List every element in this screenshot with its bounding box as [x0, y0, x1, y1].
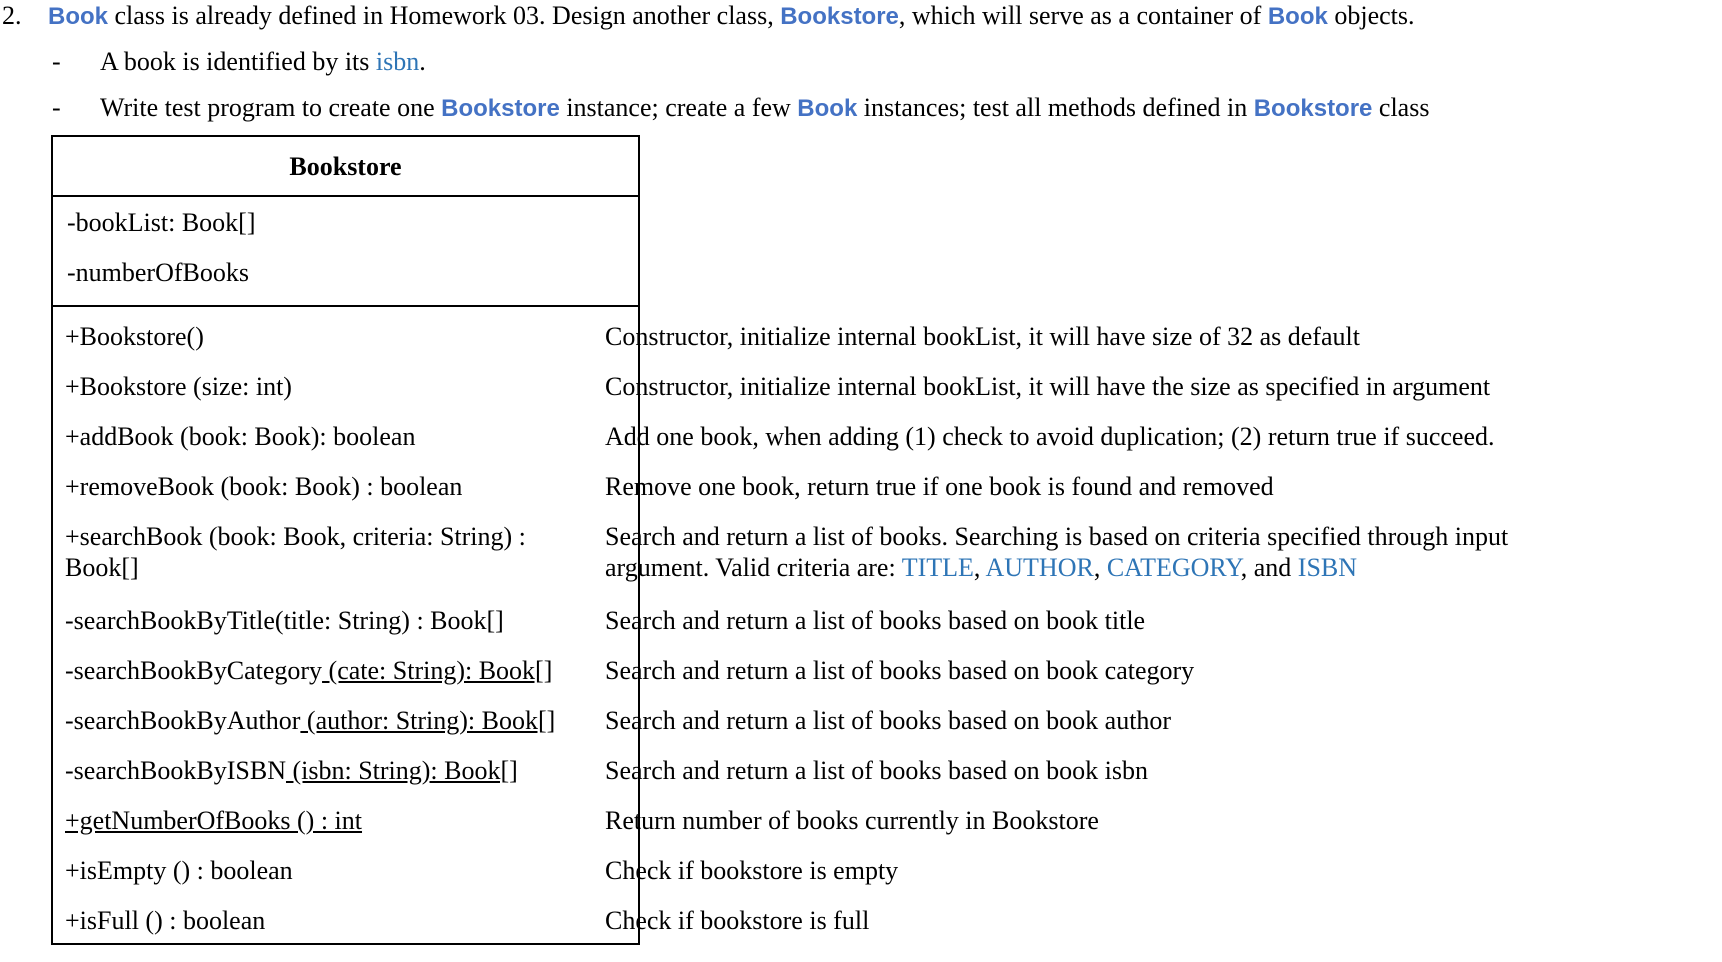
method-signature: -searchBookByTitle(title: String) : Book[]	[65, 606, 504, 635]
method-signature-line: Book[]	[65, 553, 139, 583]
method-description: Constructor, initialize internal bookList, it will have the size as specified in argument	[605, 372, 1491, 401]
method-description: Search and return a list of books based on book title	[605, 606, 1146, 635]
uml-attributes	[53, 197, 638, 307]
method-description: Check if bookstore is empty	[605, 856, 899, 885]
method-description: Search and return a list of books based on book category	[605, 656, 1195, 685]
method-description-line: Search and return a list of books. Searching is based on criteria specified through input	[605, 522, 1509, 551]
method-description: Search and return a list of books based on book author	[605, 706, 1172, 735]
bullet-segment: A book is identified by its	[100, 47, 376, 76]
criteria-isbn: ISBN	[1297, 553, 1358, 583]
method-description: Check if bookstore is full	[605, 906, 870, 935]
uml-class-name: Bookstore	[53, 137, 638, 197]
method-signature	[65, 521, 625, 583]
description-segment: , and	[1240, 553, 1298, 583]
question-number: 2.	[2, 1, 22, 30]
signature-params: (author: String): Book[]	[300, 706, 556, 735]
keyword-bookstore: Bookstore	[780, 3, 899, 30]
method-signature	[65, 655, 625, 686]
method-signature: +removeBook (book: Book) : boolean	[65, 472, 463, 501]
method-description: Remove one book, return true if one book is found and removed	[605, 472, 1274, 501]
bullet-segment: class	[1372, 93, 1430, 122]
method-signature: +addBook (book: Book): boolean	[65, 422, 416, 451]
bullet-text	[100, 92, 1429, 124]
description-segment: ,	[973, 553, 986, 583]
method-signature: +Bookstore()	[65, 322, 204, 351]
method-signature	[65, 755, 625, 786]
bullet-segment: Write test program to create one	[100, 93, 442, 122]
description-segment: argument. Valid criteria are:	[605, 553, 902, 583]
method-signature: +Bookstore (size: int)	[65, 372, 292, 401]
bullet-dash: -	[52, 47, 61, 76]
question-line	[2, 0, 1415, 32]
keyword-book: Book	[48, 3, 108, 30]
bullet-dash: -	[52, 93, 61, 122]
method-description-line	[605, 552, 1715, 583]
method-description: Return number of books currently in Bookstore	[605, 806, 1099, 835]
keyword-bookstore: Bookstore	[441, 95, 560, 122]
signature-name: -searchBookByAuthor	[65, 706, 301, 735]
method-signature	[65, 705, 625, 736]
method-description: Add one book, when adding (1) check to avoid duplication; (2) return true if succeed.	[605, 422, 1495, 451]
criteria-title: TITLE	[901, 553, 974, 583]
bullet-text	[100, 46, 426, 77]
keyword-isbn: isbn	[375, 47, 420, 76]
keyword-book: Book	[1267, 3, 1328, 30]
method-signature-line: +searchBook (book: Book, criteria: String) :	[65, 522, 526, 551]
signature-params: (cate: String): Book[]	[322, 656, 553, 685]
bullet-segment: instances; test all methods defined in	[857, 93, 1254, 122]
signature-params: (isbn: String): Book[]	[285, 756, 518, 785]
method-description	[605, 521, 1715, 583]
signature-name: -searchBookByCategory	[65, 656, 323, 685]
signature-name: -searchBookByISBN	[65, 756, 286, 785]
keyword-bookstore: Bookstore	[1253, 95, 1373, 122]
criteria-author: AUTHOR	[985, 553, 1094, 583]
method-signature: +getNumberOfBooks () : int	[65, 806, 363, 835]
question-text: class is already defined in Homework 03. Design another class,	[108, 1, 781, 30]
description-segment: ,	[1093, 553, 1107, 583]
question-text: , which will serve as a container of	[898, 1, 1268, 30]
uml-attribute: -bookList: Book[]	[67, 208, 256, 237]
bullet-segment: instance; create a few	[559, 93, 798, 122]
criteria-category: CATEGORY	[1106, 553, 1241, 583]
method-signature: +isEmpty () : boolean	[65, 856, 293, 885]
keyword-book: Book	[797, 95, 858, 122]
question-text: objects.	[1327, 1, 1415, 30]
uml-attribute: -numberOfBooks	[67, 258, 249, 287]
bullet-segment: .	[419, 47, 426, 76]
method-description: Search and return a list of books based on book isbn	[605, 756, 1149, 785]
method-description: Constructor, initialize internal bookList, it will have size of 32 as default	[605, 322, 1360, 351]
method-signature: +isFull () : boolean	[65, 906, 266, 935]
